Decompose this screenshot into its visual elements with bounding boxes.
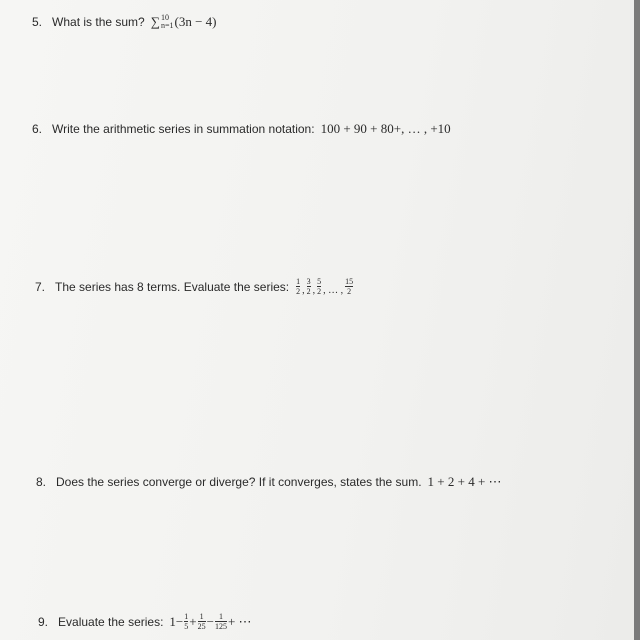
question-number: 5. <box>32 15 43 29</box>
question-number: 9. <box>38 614 49 629</box>
page-edge <box>634 0 640 640</box>
series-expression: 1 + 2 + 4 + ⋯ <box>427 474 502 489</box>
question-7 <box>35 277 354 296</box>
upper-limit: 10 <box>161 13 169 22</box>
series-expression: $\frac{1}{2}$ , $\frac{3}{2}$ , $\frac{5}{2}$ , … , $\frac{15}{2}$ <box>296 277 354 296</box>
sigma-symbol: ∑ <box>150 14 160 29</box>
fraction-term: $\frac{15}{2}$ <box>345 277 354 296</box>
summation-limits <box>161 14 174 30</box>
question-5 <box>32 14 217 30</box>
series-expression: 100 + 90 + 80+, … , +10 <box>320 121 451 136</box>
question-text: Write the arithmetic series in summation notation: <box>52 122 315 136</box>
question-9 <box>38 612 252 631</box>
question-number: 7. <box>35 279 46 294</box>
summation-expression <box>151 14 217 30</box>
question-8 <box>36 474 502 490</box>
fraction-term: $\frac{1}{125}$ <box>214 612 227 631</box>
question-text: Evaluate the series: <box>58 614 164 629</box>
fraction-term: $\frac{3}{2}$ <box>306 277 311 296</box>
question-6 <box>32 121 451 137</box>
question-text: The series has 8 terms. Evaluate the series: <box>55 279 290 294</box>
series-expression: 1 − $\frac{1}{5}$ + $\frac{1}{25}$ − $\frac{1}{125}$ + ⋯ <box>169 612 252 631</box>
question-number: 6. <box>32 122 43 136</box>
question-number: 8. <box>36 475 47 489</box>
fraction-term: $\frac{1}{5}$ <box>184 612 189 631</box>
fraction-term: $\frac{1}{2}$ <box>296 277 301 296</box>
summand: (3n − 4) <box>174 14 217 29</box>
fraction-term: $\frac{5}{2}$ <box>317 277 322 296</box>
question-text: What is the sum? <box>52 15 145 29</box>
question-text: Does the series converge or diverge? If it converges, states the sum. <box>56 475 422 489</box>
lower-limit: n=1 <box>161 21 174 30</box>
fraction-term: $\frac{1}{25}$ <box>197 612 206 631</box>
